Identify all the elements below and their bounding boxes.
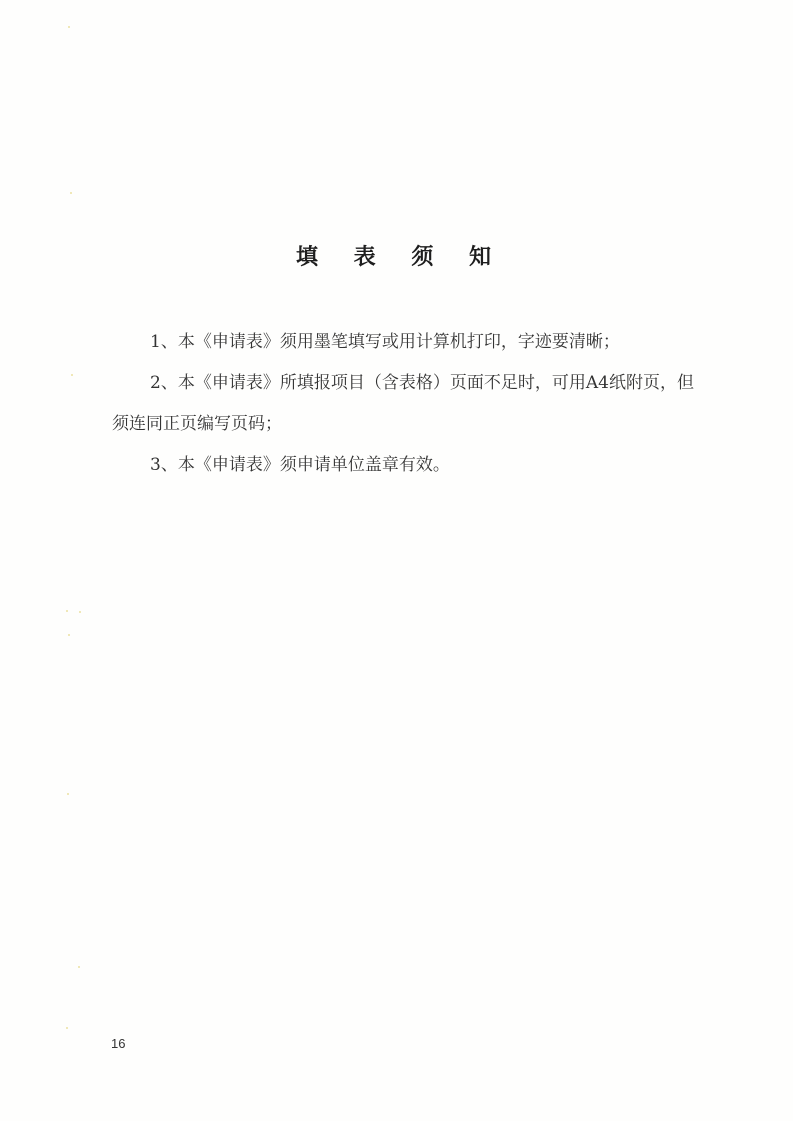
scan-speck xyxy=(66,1027,68,1029)
instruction-item-3: 3、本《申请表》须申请单位盖章有效。 xyxy=(150,455,450,475)
scan-speck xyxy=(71,374,73,376)
scan-speck xyxy=(67,793,69,795)
scan-speck xyxy=(78,966,80,968)
instruction-item-1: 1、本《申请表》须用墨笔填写或用计算机打印，字迹要清晰； xyxy=(150,332,620,352)
scan-speck xyxy=(70,192,72,194)
instructions-body xyxy=(112,322,694,486)
scan-speck xyxy=(68,634,70,636)
instruction-item-2: 2、本《申请表》所填报项目（含表格）页面不足时，可用A4纸附页，但须连同正页编写页码； xyxy=(112,373,694,434)
page-title: 填 表 须 知 xyxy=(296,245,505,270)
scan-speck xyxy=(79,611,81,613)
page-number: 16 xyxy=(111,1036,126,1051)
scan-speck xyxy=(66,610,68,612)
scan-speck xyxy=(68,26,70,28)
